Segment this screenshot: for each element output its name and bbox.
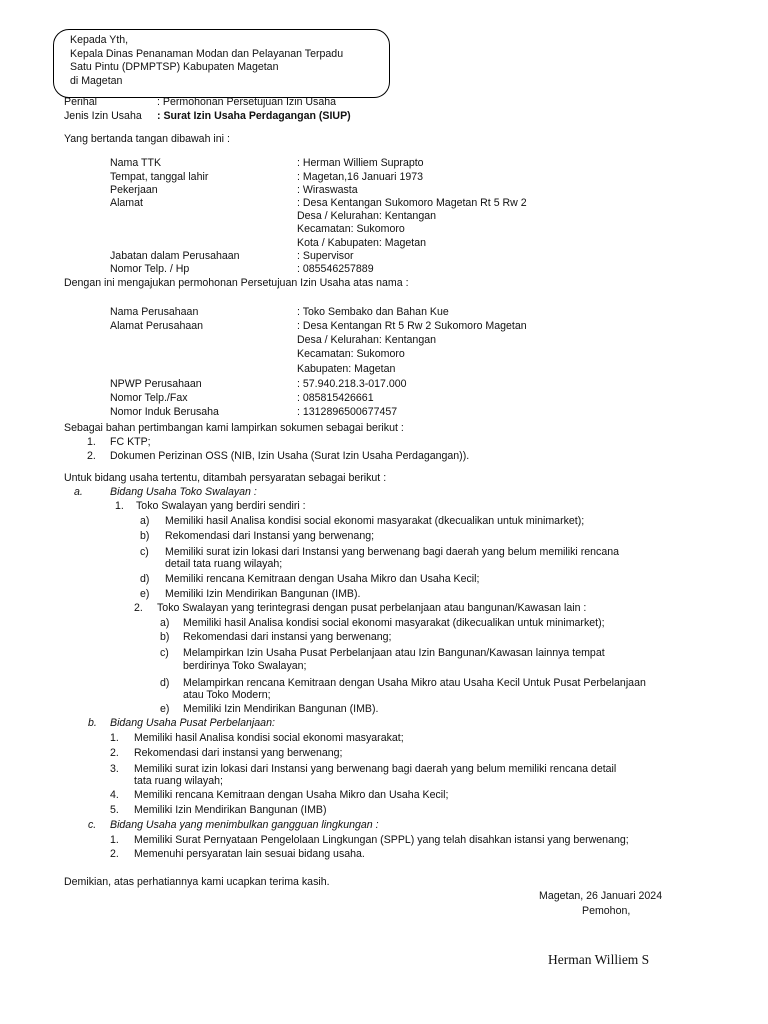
recipient-line: Kepada Yth, bbox=[70, 34, 129, 46]
recipient-line: Kepala Dinas Penanaman Modan dan Pelayanan Terpadu bbox=[70, 48, 344, 60]
requirement-item-marker: 1. bbox=[110, 732, 119, 744]
applicant-value: : Desa Kentangan Sukomoro Magetan Rt 5 Rw 2 bbox=[297, 197, 527, 209]
requirement-item-marker: d) bbox=[140, 573, 150, 585]
applicant-value: Kecamatan: Sukomoro bbox=[297, 223, 405, 235]
company-value: Desa / Kelurahan: Kentangan bbox=[297, 334, 436, 346]
requirement-item-text: Rekomendasi dari Instansi yang berwenang; bbox=[165, 530, 375, 542]
requirement-item-text: Memiliki hasil Analisa kondisi social ekonomi masyarakat (dikecualikan untuk minimarket); bbox=[183, 617, 605, 629]
requirement-item-text: Memenuhi persyaratan lain sesuai bidang usaha. bbox=[134, 848, 365, 860]
requirement-item-text: Rekomendasi dari instansi yang berwenang; bbox=[134, 747, 343, 759]
closing-text: Demikian, atas perhatiannya kami ucapkan terima kasih. bbox=[64, 876, 330, 888]
applicant-label: Pekerjaan bbox=[110, 184, 158, 196]
applicant-label: Tempat, tanggal lahir bbox=[110, 171, 209, 183]
attachments-intro: Sebagai bahan pertimbangan kami lampirkan sokumen sebagai berikut : bbox=[64, 422, 404, 434]
requirement-item-text: Memiliki Izin Mendirikan Bangunan (IMB). bbox=[183, 703, 379, 715]
requirement-item-marker: 3. bbox=[110, 763, 119, 775]
applicant-role: Pemohon, bbox=[582, 905, 631, 917]
requirement-item-marker: 2. bbox=[110, 848, 119, 860]
requirement-item-text: Melampirkan Izin Usaha Pusat Perbelanjaan atau Izin Bangunan/Kawasan lainnya tempat bbox=[183, 647, 605, 659]
applicant-label: Nama TTK bbox=[110, 157, 162, 169]
applicant-label: Nomor Telp. / Hp bbox=[110, 263, 190, 275]
applicant-label: Jabatan dalam Perusahaan bbox=[110, 250, 240, 262]
requirement-item-marker: e) bbox=[160, 703, 170, 715]
recipient-line: Satu Pintu (DPMPTSP) Kabupaten Magetan bbox=[70, 61, 279, 73]
requirement-item-text: Memiliki rencana Kemitraan dengan Usaha Mikro dan Usaha Kecil; bbox=[134, 789, 449, 801]
requirement-item-marker: 2. bbox=[110, 747, 119, 759]
company-label: Nomor Induk Berusaha bbox=[110, 406, 219, 418]
requirement-item-text: berdirinya Toko Swalayan; bbox=[183, 660, 307, 672]
company-label: Nama Perusahaan bbox=[110, 306, 199, 318]
requirement-item-marker: c) bbox=[140, 546, 149, 558]
applicant-value: : Magetan,16 Januari 1973 bbox=[297, 171, 424, 183]
company-value: : 57.940.218.3-017.000 bbox=[297, 378, 407, 390]
section-marker: c. bbox=[88, 819, 97, 831]
company-label: Alamat Perusahaan bbox=[110, 320, 204, 332]
requirement-item-marker: b) bbox=[140, 530, 150, 542]
company-value: : 1312896500677457 bbox=[297, 406, 398, 418]
applicant-label: Alamat bbox=[110, 197, 143, 209]
requirement-item-text: Rekomendasi dari instansi yang berwenang; bbox=[183, 631, 392, 643]
applicant-value: : Supervisor bbox=[297, 250, 354, 262]
subject-label: Perihal bbox=[64, 96, 97, 108]
requirement-item-marker: a) bbox=[160, 617, 170, 629]
attachment-text: Dokumen Perizinan OSS (NIB, Izin Usaha (Surat Izin Usaha Perdagangan)). bbox=[110, 450, 470, 462]
section-title: Bidang Usaha Pusat Perbelanjaan: bbox=[110, 717, 275, 729]
company-label: Nomor Telp./Fax bbox=[110, 392, 188, 404]
requirement-item-text: detail tata ruang wilayah; bbox=[165, 558, 283, 570]
requirement-item-text: Memiliki rencana Kemitraan dengan Usaha Mikro dan Usaha Kecil; bbox=[165, 573, 480, 585]
signature-name: Herman Williem S bbox=[548, 952, 650, 967]
requirement-item-text: Memiliki hasil Analisa kondisi social ekonomi masyarakat; bbox=[134, 732, 404, 744]
requirements-intro: Untuk bidang usaha tertentu, ditambah persyaratan sebagai berikut : bbox=[64, 472, 387, 484]
requirement-item-text: Memiliki Izin Mendirikan Bangunan (IMB) bbox=[134, 804, 327, 816]
requirement-item-text: Melampirkan rencana Kemitraan dengan Usaha Mikro atau Usaha Kecil Untuk Pusat Perbelanjaan bbox=[183, 677, 646, 689]
company-value: : 085815426661 bbox=[297, 392, 374, 404]
applicant-value: Desa / Kelurahan: Kentangan bbox=[297, 210, 436, 222]
requirement-item-text: Memiliki hasil Analisa kondisi social ekonomi masyarakat (dkecualikan untuk minimarket); bbox=[165, 515, 585, 527]
intro-text: Yang bertanda tangan dibawah ini : bbox=[64, 133, 230, 145]
applicant-value: Kota / Kabupaten: Magetan bbox=[297, 237, 426, 249]
place-date: Magetan, 26 Januari 2024 bbox=[539, 890, 663, 902]
section-title: Bidang Usaha Toko Swalayan : bbox=[110, 486, 257, 498]
subject-value: : Permohonan Persetujuan Izin Usaha bbox=[157, 96, 337, 108]
subject-label: Jenis Izin Usaha bbox=[64, 110, 142, 122]
subject-value: : Surat Izin Usaha Perdagangan (SIUP) bbox=[157, 110, 351, 122]
applicant-value: : 085546257889 bbox=[297, 263, 374, 275]
requirement-item-marker: b) bbox=[160, 631, 170, 643]
company-value: : Desa Kentangan Rt 5 Rw 2 Sukomoro Magetan bbox=[297, 320, 527, 332]
company-value: Kecamatan: Sukomoro bbox=[297, 348, 405, 360]
attachment-number: 1. bbox=[87, 436, 96, 448]
requirement-item-text: atau Toko Modern; bbox=[183, 689, 271, 701]
subsection-number: 2. bbox=[134, 602, 143, 614]
requirement-item-marker: d) bbox=[160, 677, 170, 689]
requirement-item-marker: c) bbox=[160, 647, 169, 659]
section-marker: b. bbox=[88, 717, 97, 729]
company-value: : Toko Sembako dan Bahan Kue bbox=[297, 306, 449, 318]
subsection-number: 1. bbox=[115, 500, 124, 512]
recipient-line: di Magetan bbox=[70, 75, 123, 87]
subsection-title: Toko Swalayan yang terintegrasi dengan pusat perbelanjaan atau bangunan/Kawasan lain : bbox=[157, 602, 587, 614]
subsection-title: Toko Swalayan yang berdiri sendiri : bbox=[136, 500, 306, 512]
requirement-item-text: Memiliki surat izin lokasi dari Instansi yang berwenang bagi daerah yang belum memiliki rencana detail bbox=[134, 763, 617, 775]
request-statement: Dengan ini mengajukan permohonan Persetujuan Izin Usaha atas nama : bbox=[64, 277, 409, 289]
section-title: Bidang Usaha yang menimbulkan gangguan lingkungan : bbox=[110, 819, 379, 831]
section-marker: a. bbox=[74, 486, 83, 498]
applicant-value: : Herman Williem Suprapto bbox=[297, 157, 424, 169]
attachment-number: 2. bbox=[87, 450, 96, 462]
requirement-item-marker: 5. bbox=[110, 804, 119, 816]
requirement-item-text: Memiliki Surat Pernyataan Pengelolaan Lingkungan (SPPL) yang telah disahkan istansi yang berwenang; bbox=[134, 834, 629, 846]
requirement-item-marker: 4. bbox=[110, 789, 119, 801]
requirement-item-marker: 1. bbox=[110, 834, 119, 846]
applicant-value: : Wiraswasta bbox=[297, 184, 358, 196]
requirement-item-marker: a) bbox=[140, 515, 150, 527]
requirement-item-text: Memiliki Izin Mendirikan Bangunan (IMB). bbox=[165, 588, 361, 600]
company-value: Kabupaten: Magetan bbox=[297, 363, 396, 375]
attachment-text: FC KTP; bbox=[110, 436, 151, 448]
requirement-item-text: Memiliki surat izin lokasi dari Instansi yang berwenang bagi daerah yang belum memiliki rencana bbox=[165, 546, 619, 558]
company-label: NPWP Perusahaan bbox=[110, 378, 202, 390]
requirement-item-marker: e) bbox=[140, 588, 150, 600]
requirement-item-text: tata ruang wilayah; bbox=[134, 775, 223, 787]
